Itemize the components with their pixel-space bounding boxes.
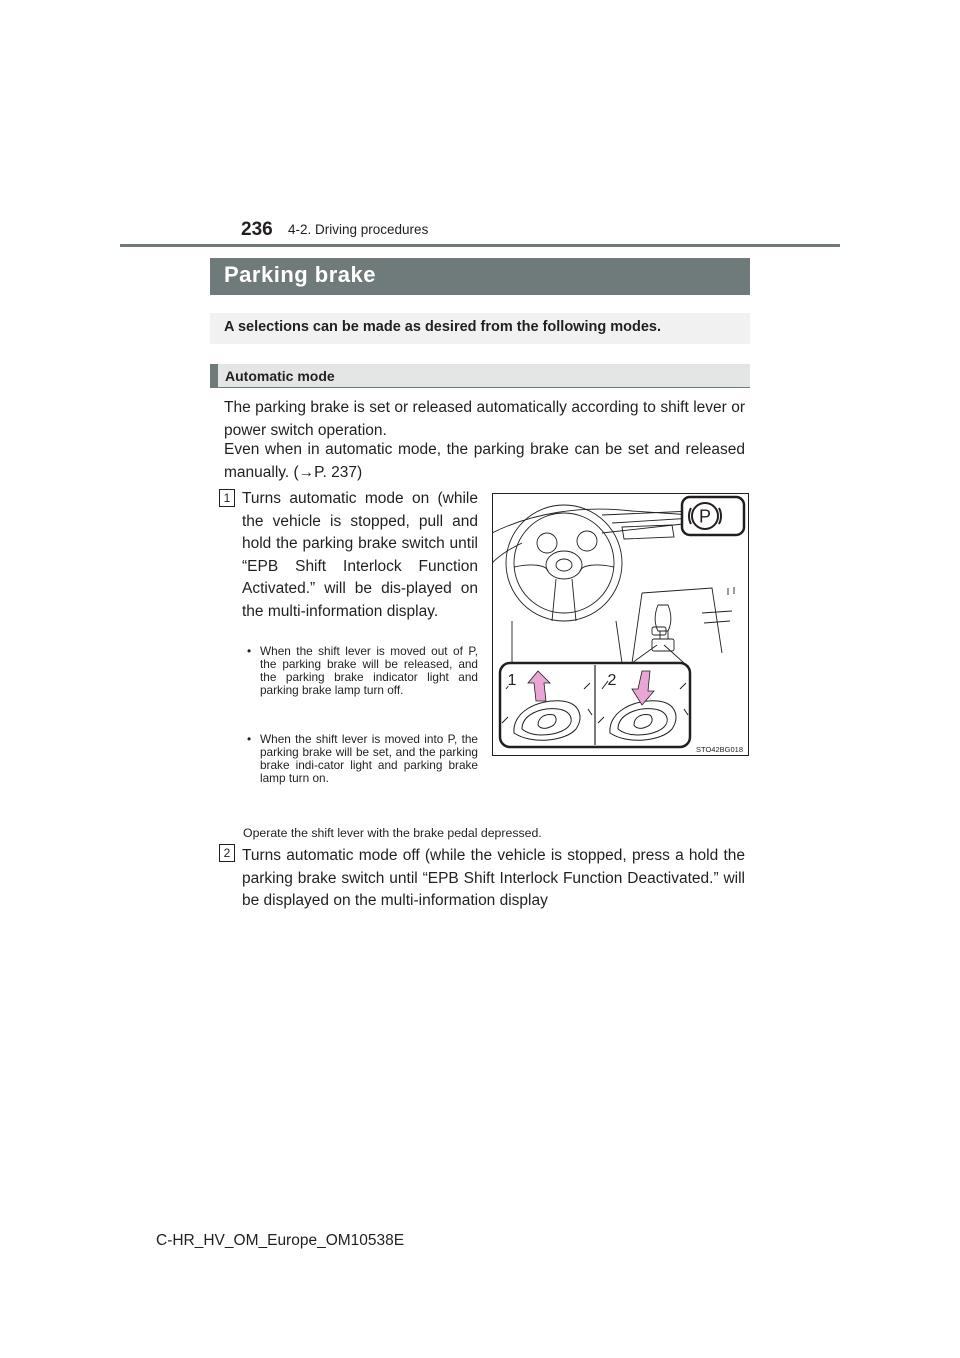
bullet-2: • When the shift lever is moved into P, the parking brake will be set, and the parking brake indi-cator light and parking brake lamp turn on.	[247, 732, 478, 785]
subsection-title: Automatic mode	[225, 368, 335, 384]
page-number: 236	[241, 219, 273, 240]
figure-code: STO42BG018	[696, 745, 743, 754]
paragraph-1: The parking brake is set or released automatically according to shift lever or power switch operation.	[224, 399, 745, 439]
section-title: 4-2. Driving procedures	[288, 222, 429, 237]
callout-2: 2	[607, 672, 617, 689]
note-text: Operate the shift lever with the brake pedal depressed.	[243, 826, 542, 840]
parking-brake-illustration	[492, 493, 749, 756]
footer-document-code: C-HR_HV_OM_Europe_OM10538E	[156, 1232, 405, 1249]
item-1-text: Turns automatic mode on (while the vehicle is stopped, pull and hold the parking brake switch until “EPB Shift Interlock Function Activated.” will be dis-played on the multi-information display.	[242, 490, 478, 620]
bullet-1: • When the shift lever is moved out of P, the parking brake will be released, and the parking brake indicator light and parking brake lamp turn off.	[247, 644, 478, 697]
item-number-1: 1	[219, 489, 235, 507]
header-rule	[120, 244, 840, 247]
intro-text: A selections can be made as desired from the following modes.	[224, 319, 661, 335]
paragraph-2: Even when in automatic mode, the parking brake can be set and released manually. (→P. 237)	[224, 441, 745, 481]
item-number-2: 2	[219, 844, 235, 862]
bullet-2-text: When the shift lever is moved into P, the parking brake will be set, and the parking brake indi-cator light and parking brake lamp turn on.	[260, 732, 478, 785]
p-symbol: P	[698, 506, 712, 527]
page-title: Parking brake	[224, 262, 377, 287]
item-2-text: Turns automatic mode off (while the vehicle is stopped, press a hold the parking brake switch until “EPB Shift Interlock Function Deactivated.” will be displayed on the multi-information display	[242, 847, 745, 909]
callout-1: 1	[507, 672, 517, 689]
bullet-1-text: When the shift lever is moved out of P, the parking brake will be released, and the parking brake indicator light and parking brake lamp turn off.	[260, 644, 478, 697]
subsection-accent	[210, 364, 218, 388]
